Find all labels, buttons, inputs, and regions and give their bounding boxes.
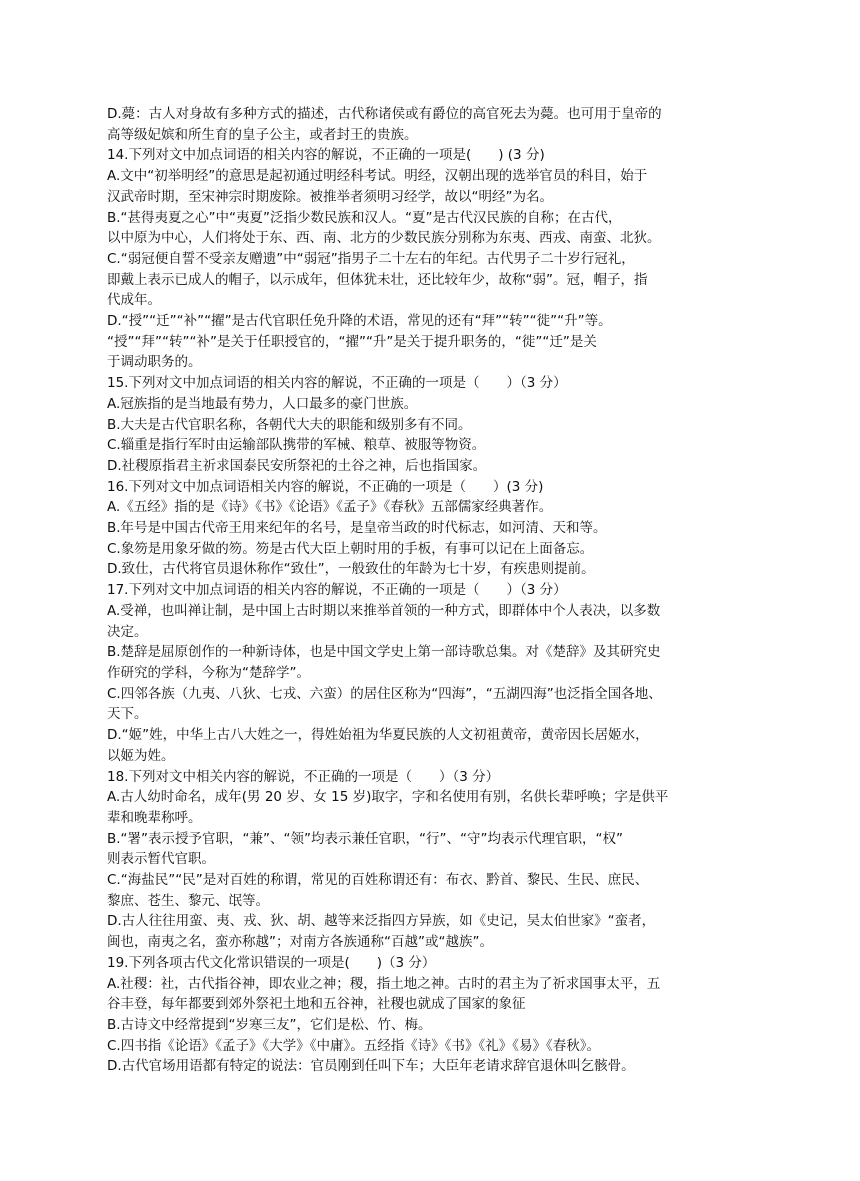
text-line: 19.下列各项古代文化常识错误的一项是( )（3 分）: [107, 954, 436, 971]
text-line: C.辎重是指行军时由运输部队携带的军械、粮草、被服等物资。: [107, 437, 486, 454]
document-page: [107, 104, 753, 1077]
text-line: A.文中“初举明经”的意思是起初通过明经科考试。明经，汉朝出现的选举官员的科目，始于: [107, 168, 648, 185]
text-line: C.“海盐民”“民”是对百姓的称谓，常见的百姓称谓还有：布衣、黔首、黎民、生民、庶民、: [107, 872, 649, 889]
text-line: 以中原为中心，人们将处于东、西、南、北方的少数民族分别称为东夷、西戎、南蛮、北狄。: [107, 230, 661, 247]
text-line: “授”“拜”“转”“补”是关于任职授官的，“擢”“升”是关于提升职务的，“徙”“迁”是关: [107, 333, 597, 350]
text-line: 17.下列对文中加点词语的相关内容的解说，不正确的一项是（ ）（3 分）: [107, 582, 567, 599]
text-line: D.“授”“迁”“补”“擢”是古代官职任免升降的术语，常见的还有“拜”“转”“徙”“升”等。: [107, 313, 612, 330]
text-line: 代成年。: [107, 292, 161, 309]
text-line: D.古代官场用语都有特定的说法：官员刚到任叫下车；大臣年老请求辞官退休叫乞骸骨。: [107, 1058, 635, 1075]
text-line: A.受禅，也叫禅让制，是中国上古时期以来推举首领的一种方式，即群体中个人表决，以多数: [107, 602, 661, 619]
text-line: A.《五经》指的是《诗》《书》《论语》《孟子》《春秋》五部儒家经典著作。: [107, 499, 553, 516]
text-line: 作研究的学科，今称为“楚辞学”。: [107, 664, 310, 681]
text-line: B.年号是中国古代帝王用来纪年的名号，是皇帝当政的时代标志，如河清、天和等。: [107, 520, 607, 537]
text-line: A.社稷：社，古代指谷神，即农业之神；稷，指土地之神。古时的君主为了祈求国事太平，五: [107, 975, 661, 992]
text-line: D.古人往往用蛮、夷、戎、狄、胡、越等来泛指四方异族，如《史记，吴太伯世家》“蛮者，: [107, 913, 656, 930]
text-line: 天下。: [107, 706, 148, 723]
text-line: A.古人幼时命名，成年(男 20 岁、女 15 岁)取字，字和名使用有别，名供长辈呼唤；字是供平: [107, 789, 669, 806]
text-line: 黎庶、苍生、黎元、氓等。: [107, 892, 269, 909]
text-line: 15.下列对文中加点词语的相关内容的解说，不正确的一项是（ ）（3 分）: [107, 375, 567, 392]
text-line: C.四书指《论语》《孟子》《大学》《中庸》。五经指《诗》《书》《礼》《易》《春秋》。: [107, 1037, 600, 1054]
text-line: 18.下列对文中相关内容的解说，不正确的一项是（ ）（3 分）: [107, 768, 500, 785]
text-line: 汉武帝时期，至宋神宗时期废除。被推举者须明习经学，故以“明经”为名。: [107, 188, 553, 205]
text-line: 闽也，南夷之名，蛮亦称越”；对南方各族通称“百越”或“越族”。: [107, 934, 493, 951]
text-line: D.社稷原指君主祈求国泰民安所祭祀的土谷之神，后也指国家。: [107, 457, 487, 474]
text-line: 谷丰登，每年都要到郊外祭祀土地和五谷神，社稷也就成了国家的象征: [107, 996, 526, 1013]
text-line: 高等级妃嫔和所生育的皇子公主，或者封王的贵族。: [107, 126, 418, 143]
text-line: 即戴上表示已成人的帽子，以示成年，但体犹未壮，还比较年少，故称“弱”。冠，帽子，指: [107, 271, 648, 288]
text-line: D.“姬”姓，中华上古八大姓之一，得姓始祖为华夏民族的人文初祖黄帝，黄帝因长居姬水，: [107, 727, 649, 744]
text-line: B.楚辞是屈原创作的一种新诗体，也是中国文学史上第一部诗歌总集。对《楚辞》及其研究史: [107, 644, 661, 661]
text-line: 则表示暂代官职。: [107, 851, 215, 868]
text-line: C.四邻各族（九夷、八狄、七戎、六蛮）的居住区称为“四海”，“五湖四海”也泛指全国各地、: [107, 685, 662, 702]
text-line: B.古诗文中经常提到“岁寒三友”，它们是松、竹、梅。: [107, 1016, 432, 1033]
text-line: 16.下列对文中加点词语相关内容的解说，不正确的一项是（ ）(3 分): [107, 478, 544, 495]
text-line: 决定。: [107, 623, 148, 640]
text-line: A.冠族指的是当地最有势力，人口最多的豪门世族。: [107, 395, 418, 412]
text-line: 14.下列对文中加点词语的相关内容的解说，不正确的一项是( ) (3 分): [107, 147, 545, 164]
text-line: 以姬为姓。: [107, 747, 175, 764]
text-line: 于调动职务的。: [107, 354, 202, 371]
text-line: 辈和晚辈称呼。: [107, 809, 202, 826]
text-line: B.大夫是古代官职名称，各朝代大夫的职能和级别多有不同。: [107, 416, 472, 433]
text-line: B.“甚得夷夏之心”中“夷夏”泛指少数民族和汉人。“夏”是古代汉民族的自称；在古代，: [107, 209, 622, 226]
text-line: B.“署”表示授予官职，“兼”、“领”均表示兼任官职，“行”、“守”均表示代理官职，“权”: [107, 830, 623, 847]
text-line: C.象笏是用象牙做的笏。笏是古代大臣上朝时用的手板，有事可以记在上面备忘。: [107, 540, 594, 557]
text-line: D.薨：古人对身故有多种方式的描述，古代称诸侯或有爵位的高官死去为薨。也可用于皇帝的: [107, 106, 662, 122]
text-line: D.致仕，古代将官员退休称作“致仕”，一般致仕的年龄为七十岁，有疾患则提前。: [107, 561, 595, 578]
text-line: C.“弱冠便自誓不受亲友赠遗”中“弱冠”指男子二十左右的年纪。古代男子二十岁行冠礼，: [107, 250, 635, 267]
